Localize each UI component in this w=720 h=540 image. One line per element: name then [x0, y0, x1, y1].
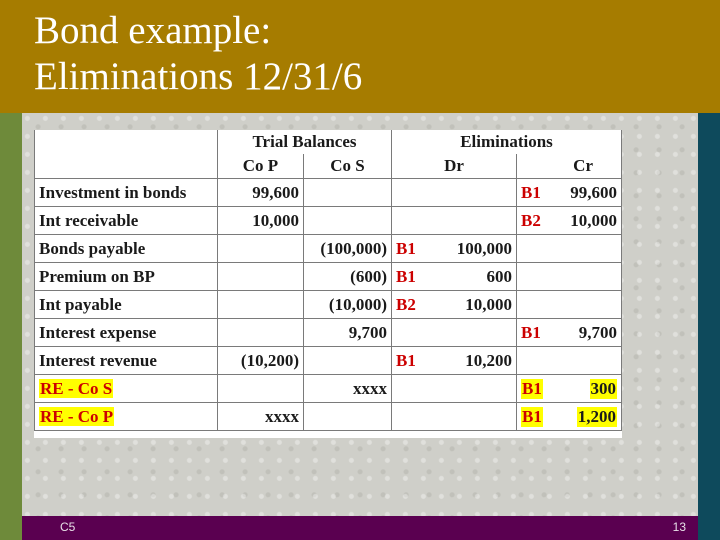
- account-name: Interest expense: [39, 322, 157, 342]
- dr-entry-tag: B2: [396, 294, 416, 314]
- co-p-cell: (10,200): [218, 347, 304, 375]
- cr-cell: [517, 179, 622, 207]
- cr-entry-tag: B1: [521, 182, 541, 202]
- slide-number: 13: [672, 520, 686, 534]
- dr-cell: [392, 347, 517, 375]
- account-name: Investment in bonds: [39, 182, 187, 202]
- right-accent-bar: [698, 113, 720, 540]
- header-blank: [35, 130, 218, 154]
- co-s-cell: [304, 347, 392, 375]
- co-s-cell: (600): [304, 263, 392, 291]
- account-name: RE - Co S: [40, 378, 113, 398]
- cr-amount: 300: [590, 378, 616, 398]
- header-row-columns: [35, 154, 622, 179]
- account-name: Int payable: [39, 294, 122, 314]
- account-name: Premium on BP: [39, 266, 155, 286]
- account-name: RE - Co P: [40, 406, 114, 426]
- co-p-cell: 99,600: [218, 179, 304, 207]
- header-co-s: Co S: [304, 154, 392, 179]
- dr-entry-tag: B1: [396, 266, 416, 286]
- table-row: [35, 235, 622, 263]
- dr-cell: [392, 291, 517, 319]
- account-name: Interest revenue: [39, 350, 157, 370]
- dr-cell: [392, 235, 517, 263]
- table-row: [35, 207, 622, 235]
- header-co-p: Co P: [218, 154, 304, 179]
- account-label: [35, 207, 218, 235]
- account-label: [35, 263, 218, 291]
- footer-course-code: C5: [60, 520, 76, 534]
- header-cr-label: Cr: [573, 156, 593, 175]
- cr-cell: [517, 375, 622, 403]
- eliminations-table: [34, 130, 622, 431]
- header-dr: [392, 154, 517, 179]
- dr-cell: [392, 179, 517, 207]
- co-p-cell: [218, 291, 304, 319]
- table-row: [35, 347, 622, 375]
- co-p-cell: 10,000: [218, 207, 304, 235]
- co-s-cell: (10,000): [304, 291, 392, 319]
- table-row: [35, 263, 622, 291]
- dr-cell: [392, 207, 517, 235]
- cr-amount: 99,600: [570, 182, 617, 202]
- co-s-cell: (100,000): [304, 235, 392, 263]
- header-cr: [517, 154, 622, 179]
- header-trial-balances: Trial Balances: [218, 130, 392, 154]
- co-p-cell: [218, 375, 304, 403]
- cr-cell: [517, 291, 622, 319]
- dr-cell: [392, 375, 517, 403]
- table-row: [35, 403, 622, 431]
- account-label: [35, 403, 218, 431]
- account-label: [35, 375, 218, 403]
- cr-entry-tag: B1: [522, 406, 542, 426]
- co-s-cell: [304, 179, 392, 207]
- cr-amount: 10,000: [570, 210, 617, 230]
- account-label: [35, 291, 218, 319]
- slide-title: Bond example: Eliminations 12/31/6: [34, 9, 363, 98]
- co-p-cell: [218, 235, 304, 263]
- co-s-cell: [304, 403, 392, 431]
- dr-entry-tag: B1: [396, 238, 416, 258]
- account-label: [35, 179, 218, 207]
- cr-cell: [517, 403, 622, 431]
- dr-amount: 10,200: [465, 350, 512, 370]
- account-label: [35, 235, 218, 263]
- footer-bar: [22, 516, 698, 540]
- dr-cell: [392, 403, 517, 431]
- co-p-cell: [218, 263, 304, 291]
- cr-amount: 9,700: [578, 322, 617, 342]
- header-blank: [35, 154, 218, 179]
- co-s-cell: 9,700: [304, 319, 392, 347]
- cr-entry-tag: B1: [522, 378, 542, 398]
- dr-entry-tag: B1: [396, 350, 416, 370]
- cr-entry-tag: B1: [521, 322, 541, 342]
- account-label: [35, 347, 218, 375]
- cr-cell: [517, 263, 622, 291]
- title-bar: [0, 0, 720, 113]
- dr-amount: 600: [486, 266, 512, 286]
- dr-amount: 100,000: [456, 238, 512, 258]
- left-accent-bar: [0, 113, 22, 540]
- cr-entry-tag: B2: [521, 210, 541, 230]
- co-s-cell: xxxx: [304, 375, 392, 403]
- co-p-cell: [218, 319, 304, 347]
- cr-cell: [517, 207, 622, 235]
- table-row: [35, 291, 622, 319]
- cr-cell: [517, 319, 622, 347]
- cr-cell: [517, 347, 622, 375]
- table-row: [35, 319, 622, 347]
- co-p-cell: xxxx: [218, 403, 304, 431]
- header-eliminations: Eliminations: [392, 130, 622, 154]
- account-name: Bonds payable: [39, 238, 146, 258]
- dr-cell: [392, 263, 517, 291]
- table-row: [35, 375, 622, 403]
- header-dr-label: Dr: [444, 156, 464, 175]
- cr-amount: 1,200: [577, 406, 616, 426]
- co-s-cell: [304, 207, 392, 235]
- table-row: [35, 179, 622, 207]
- dr-amount: 10,000: [465, 294, 512, 314]
- account-name: Int receivable: [39, 210, 139, 230]
- dr-cell: [392, 319, 517, 347]
- account-label: [35, 319, 218, 347]
- eliminations-table-panel: [34, 130, 622, 438]
- header-row-groups: [35, 130, 622, 154]
- cr-cell: [517, 235, 622, 263]
